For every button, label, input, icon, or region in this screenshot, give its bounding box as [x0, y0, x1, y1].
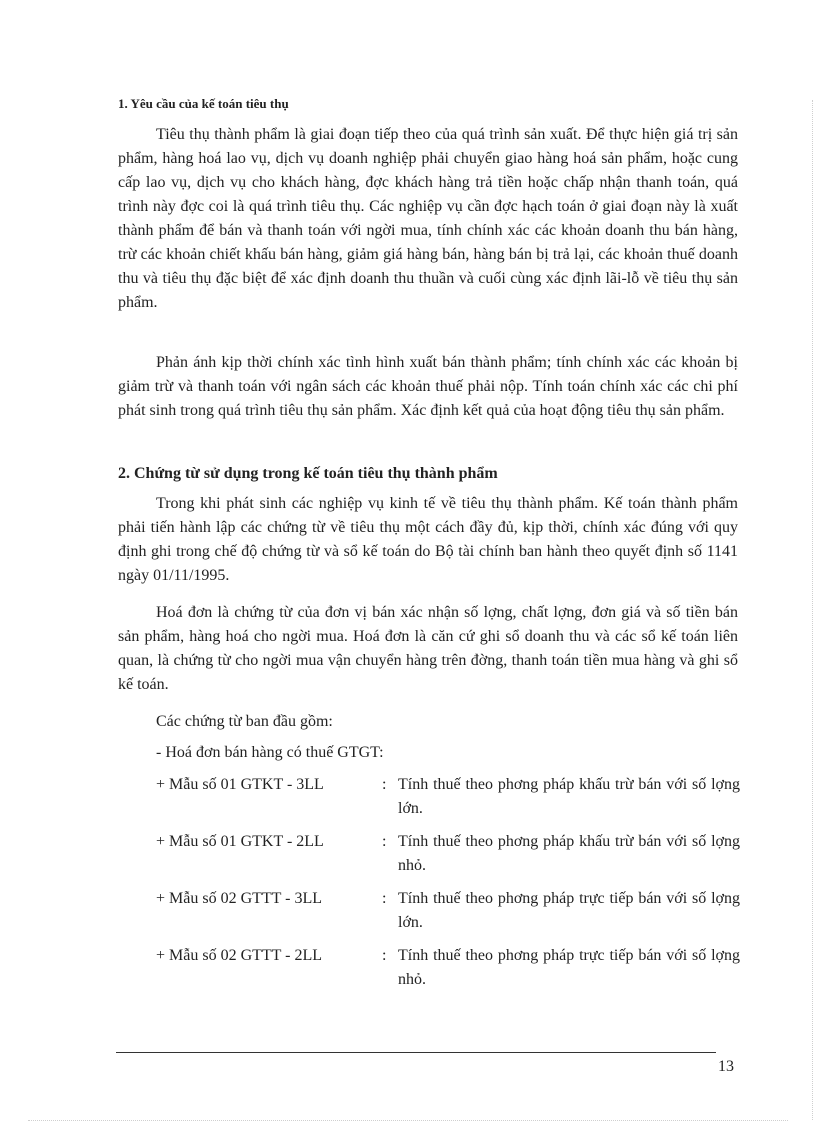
form-code: + Mẫu số 01 GTKT - 3LL	[156, 776, 324, 793]
section-2-paragraph-1: Trong khi phát sinh các nghiệp vụ kinh tế về tiêu thụ thành phẩm. Kế toán thành phẩm phải tiến hành lập các chứng từ về tiêu thụ một cách đầy đủ, kịp thời, chính xác đúng với quy định ghi trong chế độ chứng từ và sổ kế toán do Bộ tài chính ban hành theo quyết định số 1141 ngày 01/11/1995.	[118, 495, 738, 584]
invoice-form-list	[156, 773, 740, 1001]
section-2-heading: 2. Chứng từ sử dụng trong kế toán tiêu thụ thành phẩm	[118, 465, 498, 482]
page-right-border	[812, 100, 813, 1120]
form-code: + Mẫu số 02 GTTT - 2LL	[156, 947, 323, 964]
form-separator: :	[382, 833, 387, 850]
form-description: Tính thuế theo phơng pháp khấu trừ bán với số lợng nhỏ.	[398, 833, 740, 874]
page-number: 13	[718, 1058, 734, 1075]
section-1-heading: 1. Yêu cầu của kế toán tiêu thụ	[118, 96, 289, 111]
form-description: Tính thuế theo phơng pháp khấu trừ bán với số lợng lớn.	[398, 776, 740, 817]
footer-divider	[116, 1052, 716, 1053]
invoice-form-item	[156, 830, 740, 878]
invoice-list-intro: - Hoá đơn bán hàng có thuế GTGT:	[156, 744, 384, 761]
form-code: + Mẫu số 01 GTKT - 2LL	[156, 833, 324, 850]
section-1-paragraph-2: Phản ánh kịp thời chính xác tình hình xuất bán thành phẩm; tính chính xác các khoản bị giảm trừ và thanh toán với ngân sách các khoản thuế phải nộp. Tính toán chính xác các chi phí phát sinh trong quá trình tiêu thụ sản phẩm. Xác định kết quả của hoạt động tiêu thụ sản phẩm.	[118, 354, 738, 419]
section-2-paragraph-2: Hoá đơn là chứng từ của đơn vị bán xác nhận số lợng, chất lợng, đơn giá và số tiền bán sản phẩm, hàng hoá cho ngời mua. Hoá đơn là căn cứ ghi sổ doanh thu và các sổ kế toán liên quan, là chứng từ cho ngời mua vận chuyển hàng trên đờng, thanh toán tiền mua hàng và ghi sổ kế toán.	[118, 604, 738, 693]
invoice-form-item	[156, 773, 740, 821]
section-1-paragraph-1: Tiêu thụ thành phẩm là giai đoạn tiếp theo của quá trình sản xuất. Để thực hiện giá trị sản phẩm, hàng hoá lao vụ, dịch vụ doanh nghiệp phải chuyển giao hàng hoá sản phẩm, hoặc cung cấp lao vụ, dịch vụ cho khách hàng, đợc khách hàng trả tiền hoặc chấp nhận thanh toán, quá trình này đợc coi là quá trình tiêu thụ. Các nghiệp vụ cần đợc hạch toán ở giai đoạn này là xuất thành phẩm để bán và thanh toán với ngời mua, tính chính xác các khoản doanh thu bán hàng, trừ các khoản chiết khấu bán hàng, giảm giá hàng bán, hàng bán bị trả lại, các khoản thuế doanh thu và tiêu thụ đặc biệt để xác định doanh thu thuần và cuối cùng xác định lãi-lỗ về tiêu thụ sản phẩm.	[118, 126, 738, 311]
invoice-form-item	[156, 944, 740, 992]
form-separator: :	[382, 947, 387, 964]
page-bottom-border	[28, 1120, 788, 1121]
invoice-form-item	[156, 887, 740, 935]
form-description: Tính thuế theo phơng pháp trực tiếp bán với số lợng nhỏ.	[398, 947, 740, 988]
form-code: + Mẫu số 02 GTTT - 3LL	[156, 890, 323, 907]
form-separator: :	[382, 890, 387, 907]
form-separator: :	[382, 776, 387, 793]
section-2-paragraph-3: Các chứng từ ban đầu gồm:	[156, 713, 333, 730]
form-description: Tính thuế theo phơng pháp trực tiếp bán với số lợng lớn.	[398, 890, 740, 931]
